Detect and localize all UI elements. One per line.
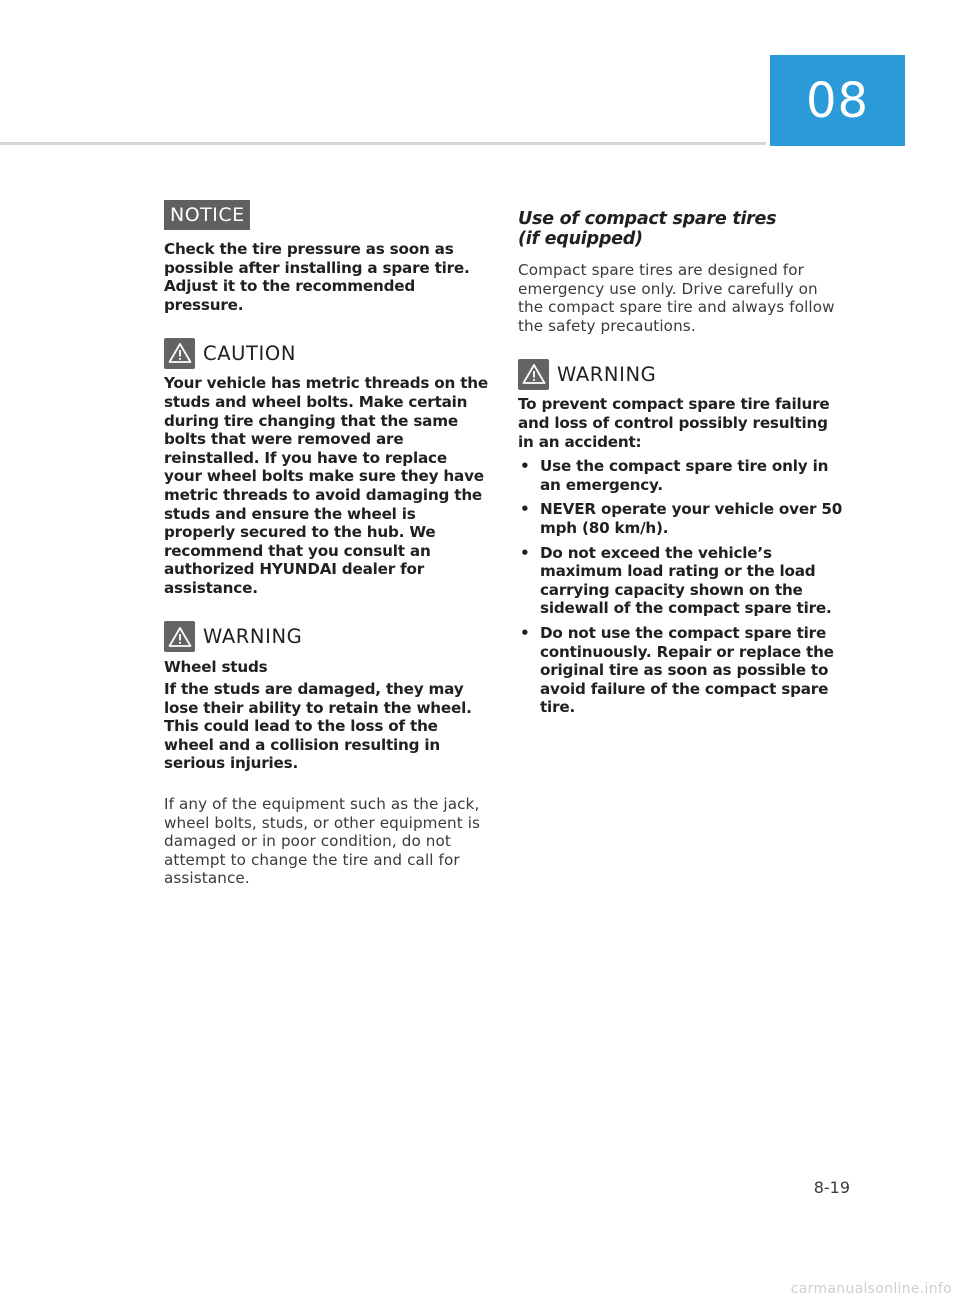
section-heading-line1: Use of compact spare tires bbox=[518, 209, 777, 229]
list-item: • Do not exceed the vehicle’s maximum load rating or the load carrying capacity shown on the sidewall of the compact spare tire. bbox=[518, 544, 843, 618]
warning-triangle-icon bbox=[164, 621, 195, 652]
chapter-tab: 08 bbox=[770, 55, 905, 146]
notice-block bbox=[164, 200, 489, 314]
right-column bbox=[518, 209, 843, 717]
header-rule bbox=[0, 142, 766, 145]
warning-triangle-icon bbox=[164, 338, 195, 369]
warning-block-compact-spare bbox=[518, 357, 843, 717]
section-heading-line2: (if equipped) bbox=[518, 229, 643, 249]
warning-block-wheel-studs bbox=[164, 620, 489, 774]
caution-block bbox=[164, 336, 489, 597]
list-item: • Do not use the compact spare tire continuously. Repair or replace the original tire as soon as possible to avoid failure of the compact spare tire. bbox=[518, 624, 843, 717]
compact-spare-paragraph: Compact spare tires are designed for emergency use only. Drive carefully on the compact spare tire and always follow the safety precautions. bbox=[518, 261, 835, 335]
list-item: • Use the compact spare tire only in an emergency. bbox=[518, 457, 843, 494]
list-item: • NEVER operate your vehicle over 50 mph (80 km/h). bbox=[518, 500, 843, 537]
equipment-paragraph: If any of the equipment such as the jack, wheel bolts, studs, or other equipment is damaged or in poor condition, do not attempt to change the tire and call for assistance. bbox=[164, 795, 481, 888]
notice-badge: NOTICE bbox=[164, 200, 250, 230]
section-heading bbox=[518, 209, 843, 249]
warning-subtitle: Wheel studs bbox=[164, 657, 268, 676]
watermark: carmanualsonline.info bbox=[790, 1281, 952, 1297]
left-column bbox=[164, 200, 489, 888]
warning-title: WARNING bbox=[203, 625, 303, 648]
caution-title: CAUTION bbox=[203, 341, 297, 365]
warning-text: If the studs are damaged, they may lose their ability to retain the wheel. This could lead to the loss of the wheel and a collision resulting in serious injuries. bbox=[164, 680, 472, 773]
caution-text: Your vehicle has metric threads on the studs and wheel bolts. Make certain during tire changing that the same bolts that were removed are reinstalled. If you have to replace your wheel bolts make sure they have metric threads to avoid damaging the studs and ensure the wheel is properly secured to the hub. We recommend that you consult an authorized HYUNDAI dealer for assistance. bbox=[164, 374, 489, 597]
warning-triangle-icon bbox=[518, 359, 549, 390]
page-number: 8-19 bbox=[813, 1178, 850, 1197]
warning-title: WARNING bbox=[557, 362, 657, 386]
warning-intro: To prevent compact spare tire failure and loss of control possibly resulting in an accident: bbox=[518, 395, 830, 451]
notice-text: Check the tire pressure as soon as possible after installing a spare tire. Adjust it to the recommended pressure. bbox=[164, 240, 470, 314]
warning-bullet-list bbox=[518, 457, 843, 717]
